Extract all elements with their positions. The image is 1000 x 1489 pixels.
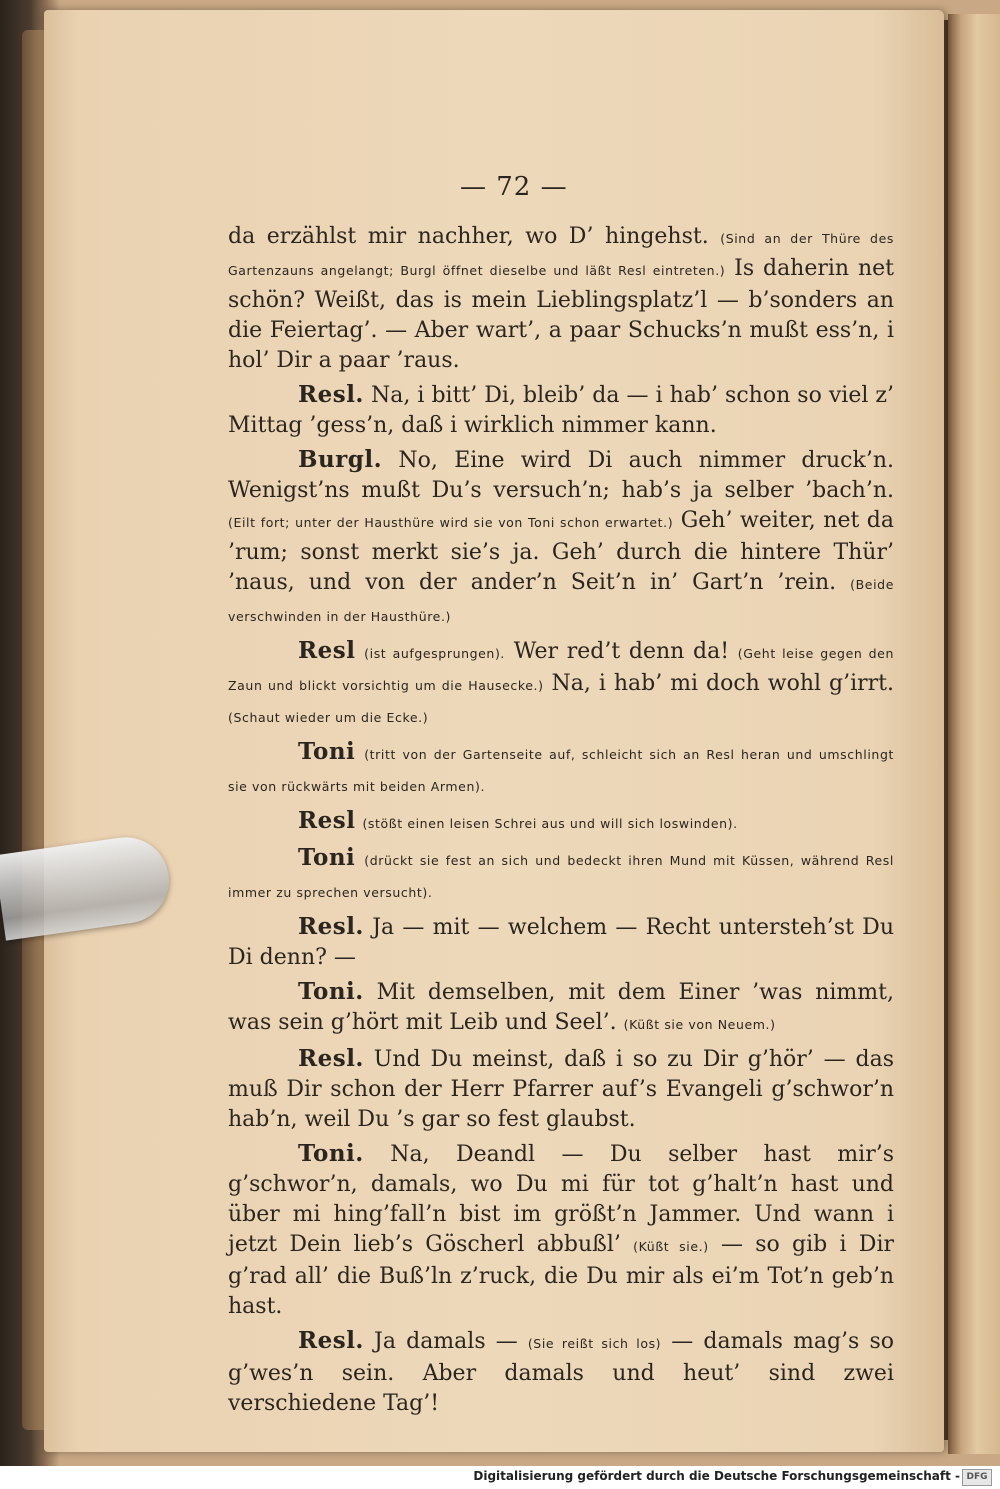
stage-direction: (drückt sie fest an sich und bedeckt ihren Mund mit Küssen, während Resl immer zu sprechen versucht). [228,853,894,900]
stage-direction: (ist aufgesprungen). [364,646,506,661]
dialogue-text [355,740,364,765]
dfg-logo-icon: DFG [962,1469,992,1486]
speaker-name: Resl. [298,913,364,940]
dialogue-text: Na, i bitt’ Di, bleib’ da — i hab’ schon so viel z’ Mittag ’gess’n, daß i wirklich nimmer kann. [228,383,894,438]
dialogue-text: — so gib i Dir g’rad all’ die Buß’ln z’ruck, die Du mir als ei’m Tot’n geb’n hast. [228,1232,894,1319]
speaker-name: Resl. [298,1327,364,1354]
speaker-name: Burgl. [298,446,383,473]
paragraph-p4 [228,636,894,733]
stage-direction: (tritt von der Gartenseite auf, schleicht sich an Resl heran und umschlingt sie von rückwärts mit beiden Armen). [228,747,894,794]
speaker-name: Toni. [298,978,364,1005]
paragraph-p7 [228,843,894,908]
stage-direction: (Küßt sie von Neuem.) [623,1017,776,1032]
paragraph-p2 [228,380,894,441]
dialogue-text: Mit demselben, mit dem Einer ’was nimmt, was sein g’hört mit Leib und Seel’. [228,980,894,1035]
speaker-name: Toni. [298,1140,364,1167]
paragraph-p8 [228,912,894,973]
stage-direction: (Eilt fort; unter der Hausthüre wird sie von Toni schon erwartet.) [228,515,674,530]
stage-direction: (Küßt sie.) [633,1239,709,1254]
paragraph-p10 [228,1044,894,1135]
page-text [228,222,894,1423]
stage-direction: (Beide verschwinden in der Hausthüre.) [228,577,894,624]
dialogue-text: Wer red’t denn da! [505,639,738,664]
dialogue-text: Na, i hab’ mi doch wohl g’irrt. [543,671,895,696]
dialogue-text: — damals mag’s so g’wes’n sein. Aber damals und heut’ sind zwei verschiedene Tag’! [228,1329,894,1416]
dialogue-text: da erzählst mir nachher, wo D’ hingehst. [228,224,721,249]
stage-direction: (stößt einen leisen Schrei aus und will sich loswinden). [362,816,738,831]
paragraph-p11 [228,1139,894,1322]
dialogue-text [355,639,364,664]
paragraph-p5 [228,737,894,802]
speaker-name: Resl [298,637,356,664]
dialogue-text: Is daherin net schön? Weißt, das is mein Lieblingsplatz’l — b’sonders an die Feiertag’. — Aber wart’, a paar Schucks’n mußt ess’n, i hol’ Dir a paar ’raus. [228,256,894,373]
speaker-name: Toni [298,738,356,765]
stage-direction: (Sind an der Thüre des Gartenzauns angelangt; Burgl öffnet dieselbe und läßt Resl eintreten.) [228,231,894,278]
speaker-name: Toni [298,844,356,871]
paragraph-p3 [228,445,894,632]
speaker-name: Resl. [298,1045,364,1072]
page-number: — 72 — [460,172,568,202]
dialogue-text: Na, Deandl — Du selber hast mir’s g’schwor’n, damals, wo Du mi für tot g’halt’n hast und über mi hing’fall’n bist im größt’n Jammer. Und wann i jetzt Dein lieb’s Göscherl abbußl’ [228,1142,894,1257]
dialogue-text: Ja damals — [363,1329,528,1354]
stage-direction: (Sie reißt sich los) [527,1336,662,1351]
dialogue-text: Ja — mit — welchem — Recht untersteh’st Du Di denn? — [228,915,894,970]
footer-credit: Digitalisierung gefördert durch die Deutsche Forschungsgemeinschaft - [473,1469,960,1483]
paragraph-p6 [228,806,894,839]
facing-page-edge [948,14,1000,1454]
stage-direction: (Schaut wieder um die Ecke.) [228,710,429,725]
dialogue-text: No, Eine wird Di auch nimmer druck’n. Wenigst’ns mußt Du’s versuch’n; hab’s ja selber ’bach’n. [228,448,894,503]
speaker-name: Resl. [298,381,364,408]
stage-direction: (Geht leise gegen den Zaun und blickt vorsichtig um die Hausecke.) [228,646,894,693]
paragraph-p12 [228,1326,894,1419]
paragraph-p9 [228,977,894,1040]
dialogue-text [355,846,364,871]
footer-bar [0,1466,1000,1489]
paragraph-p1 [228,222,894,376]
dialogue-text: Geh’ weiter, net da ’rum; sonst merkt sie’s ja. Geh’ durch die hintere Thür’ ’naus, und von der ander’n Seit’n in’ Gart’n ’rein. [228,508,894,595]
dialogue-text: Und Du meinst, daß i so zu Dir g’hör’ — das muß Dir schon der Herr Pfarrer auf’s Evangeli g’schwor’n hab’n, weil Du ’s gar so fest glaubst. [228,1047,894,1132]
speaker-name: Resl [298,807,356,834]
